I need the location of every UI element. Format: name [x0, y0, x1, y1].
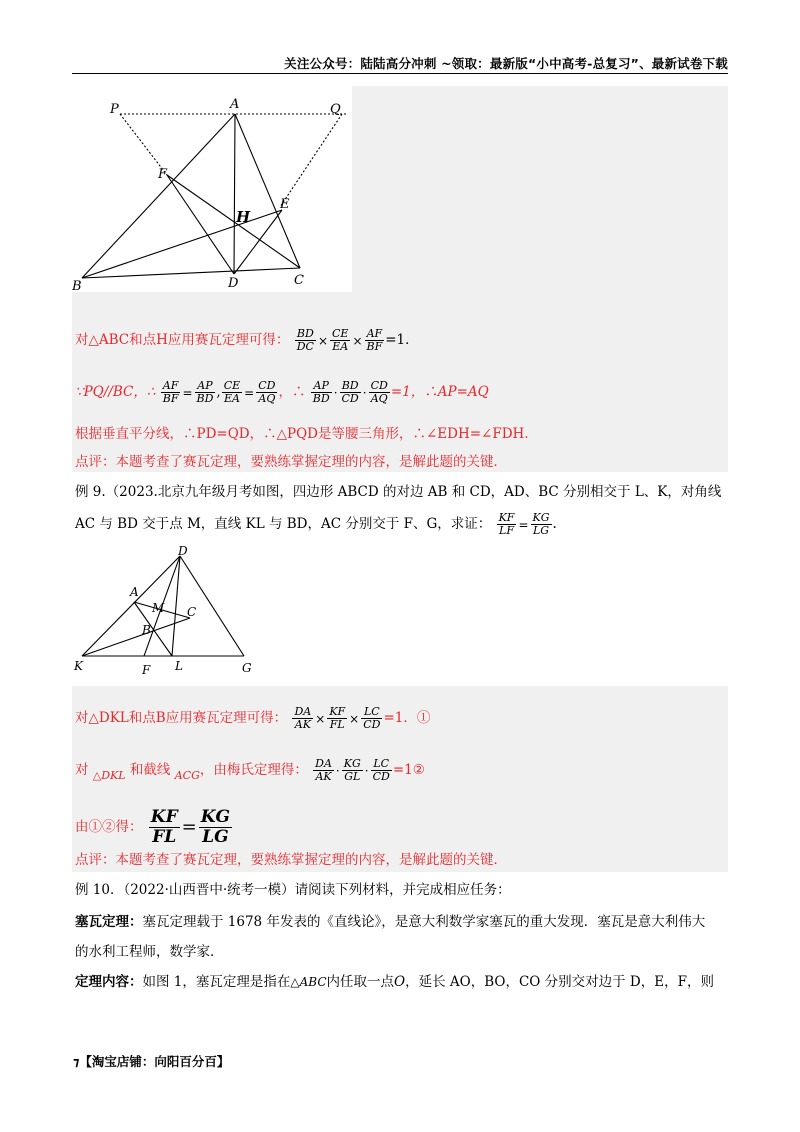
- ex10-para1-cont: 的水利工程师，数学家．: [75, 944, 224, 960]
- label-D: D: [228, 276, 239, 291]
- label-Q: Q: [330, 102, 341, 117]
- label-C: C: [294, 273, 304, 288]
- label2-A: A: [130, 585, 139, 599]
- sol8-line3: 根据垂直平分线，∴PD=QD，∴△PQD是等腰三角形，∴∠EDH=∠FDH．: [75, 426, 538, 442]
- label2-F: F: [142, 663, 151, 677]
- sol8-line2: ∵PQ//BC，∴ $\frac{AF}{BF}$ = $\frac{AP}{BD}$ , $\frac{CE}{EA}$ = $\frac{CD}{AQ}$ ，∴ $\frac{AP}{BD}$ · $\frac{BD}{CD}$ · $\frac{CD}{AQ}$ =1，∴AP=AQ: [75, 379, 489, 405]
- label-H: H: [236, 208, 251, 226]
- label2-B: B: [142, 623, 151, 637]
- figure-1-triangle-diagram: [72, 86, 352, 292]
- page-header: 关注公众号：陆陆高分冲刺 ~领取：最新版“小中高考-总复习”、最新试卷下载: [284, 56, 728, 71]
- sol9-line3: 由①②得： $\frac{KF}{FL}$ = $\frac{KG}{LG}$: [75, 807, 231, 847]
- label2-K: K: [74, 659, 83, 673]
- label-P: P: [110, 102, 119, 117]
- label-F: F: [158, 167, 168, 182]
- ex9-line1: 例 9.（2023.北京九年级月考如图，四边形 ABCD 的对边 AB 和 CD，AD、BC 分别相交于 L、K，对角线: [75, 484, 722, 500]
- label2-L: L: [175, 659, 183, 673]
- label-E: E: [280, 197, 290, 212]
- label2-M: M: [152, 601, 165, 615]
- sol9-line1: 对△DKL和点B应用赛瓦定理可得： $\frac{DA}{AK}$ × $\frac{KF}{FL}$ × $\frac{LC}{CD}$ =1．①: [75, 705, 431, 731]
- sol8-comment: 点评：本题考查了赛瓦定理，要熟练掌握定理的内容，是解此题的关键．: [75, 454, 507, 470]
- label2-D: D: [178, 544, 188, 558]
- ex10-line1: 例 10．（2022·山西晋中·统考一模）请阅读下列材料，并完成相应任务：: [75, 882, 511, 898]
- figure-2-quadrilateral-diagram: [72, 544, 272, 680]
- ex9-line2: AC 与 BD 交于点 M，直线 KL 与 BD，AC 分别交于 F、G，求证： $\frac{KF}{LF}$ = $\frac{KG}{LG}$ .: [75, 511, 557, 537]
- page-footer: ⁊【淘宝店铺：向阳百分百】: [73, 1054, 230, 1069]
- label2-C: C: [187, 605, 197, 619]
- header-rule: [72, 73, 728, 74]
- label2-G: G: [242, 661, 252, 675]
- ex10-para2: 定理内容：如图 1，塞瓦定理是指在△ABC内任取一点O，延长 AO，BO，CO 分别交对边于 D，E，F，则: [75, 974, 714, 990]
- sol9-comment: 点评：本题考查了赛瓦定理，要熟练掌握定理的内容，是解此题的关键．: [75, 852, 507, 868]
- sol9-line2: 对 $_{\triangle DKL}$ 和截线 $_{ACG}$，由梅氏定理得： $\frac{DA}{AK}$ · $\frac{KG}{GL}$ · $\frac{LC}{CD}$ =1②: [75, 757, 425, 783]
- label-B: B: [72, 279, 82, 292]
- label-A: A: [230, 97, 240, 112]
- sol8-line1: 对△ABC和点H应用赛瓦定理可得： $\frac{BD}{DC}$ × $\frac{CE}{EA}$ × $\frac{AF}{BF}$ =1．: [75, 327, 419, 353]
- frac-bd-dc: $\frac{BD}{DC}$: [296, 327, 314, 353]
- ex10-para1: 塞瓦定理：塞瓦定理载于 1678 年发表的《直线论》，是意大利数学家塞瓦的重大发现．塞瓦是意大利伟大: [75, 914, 706, 930]
